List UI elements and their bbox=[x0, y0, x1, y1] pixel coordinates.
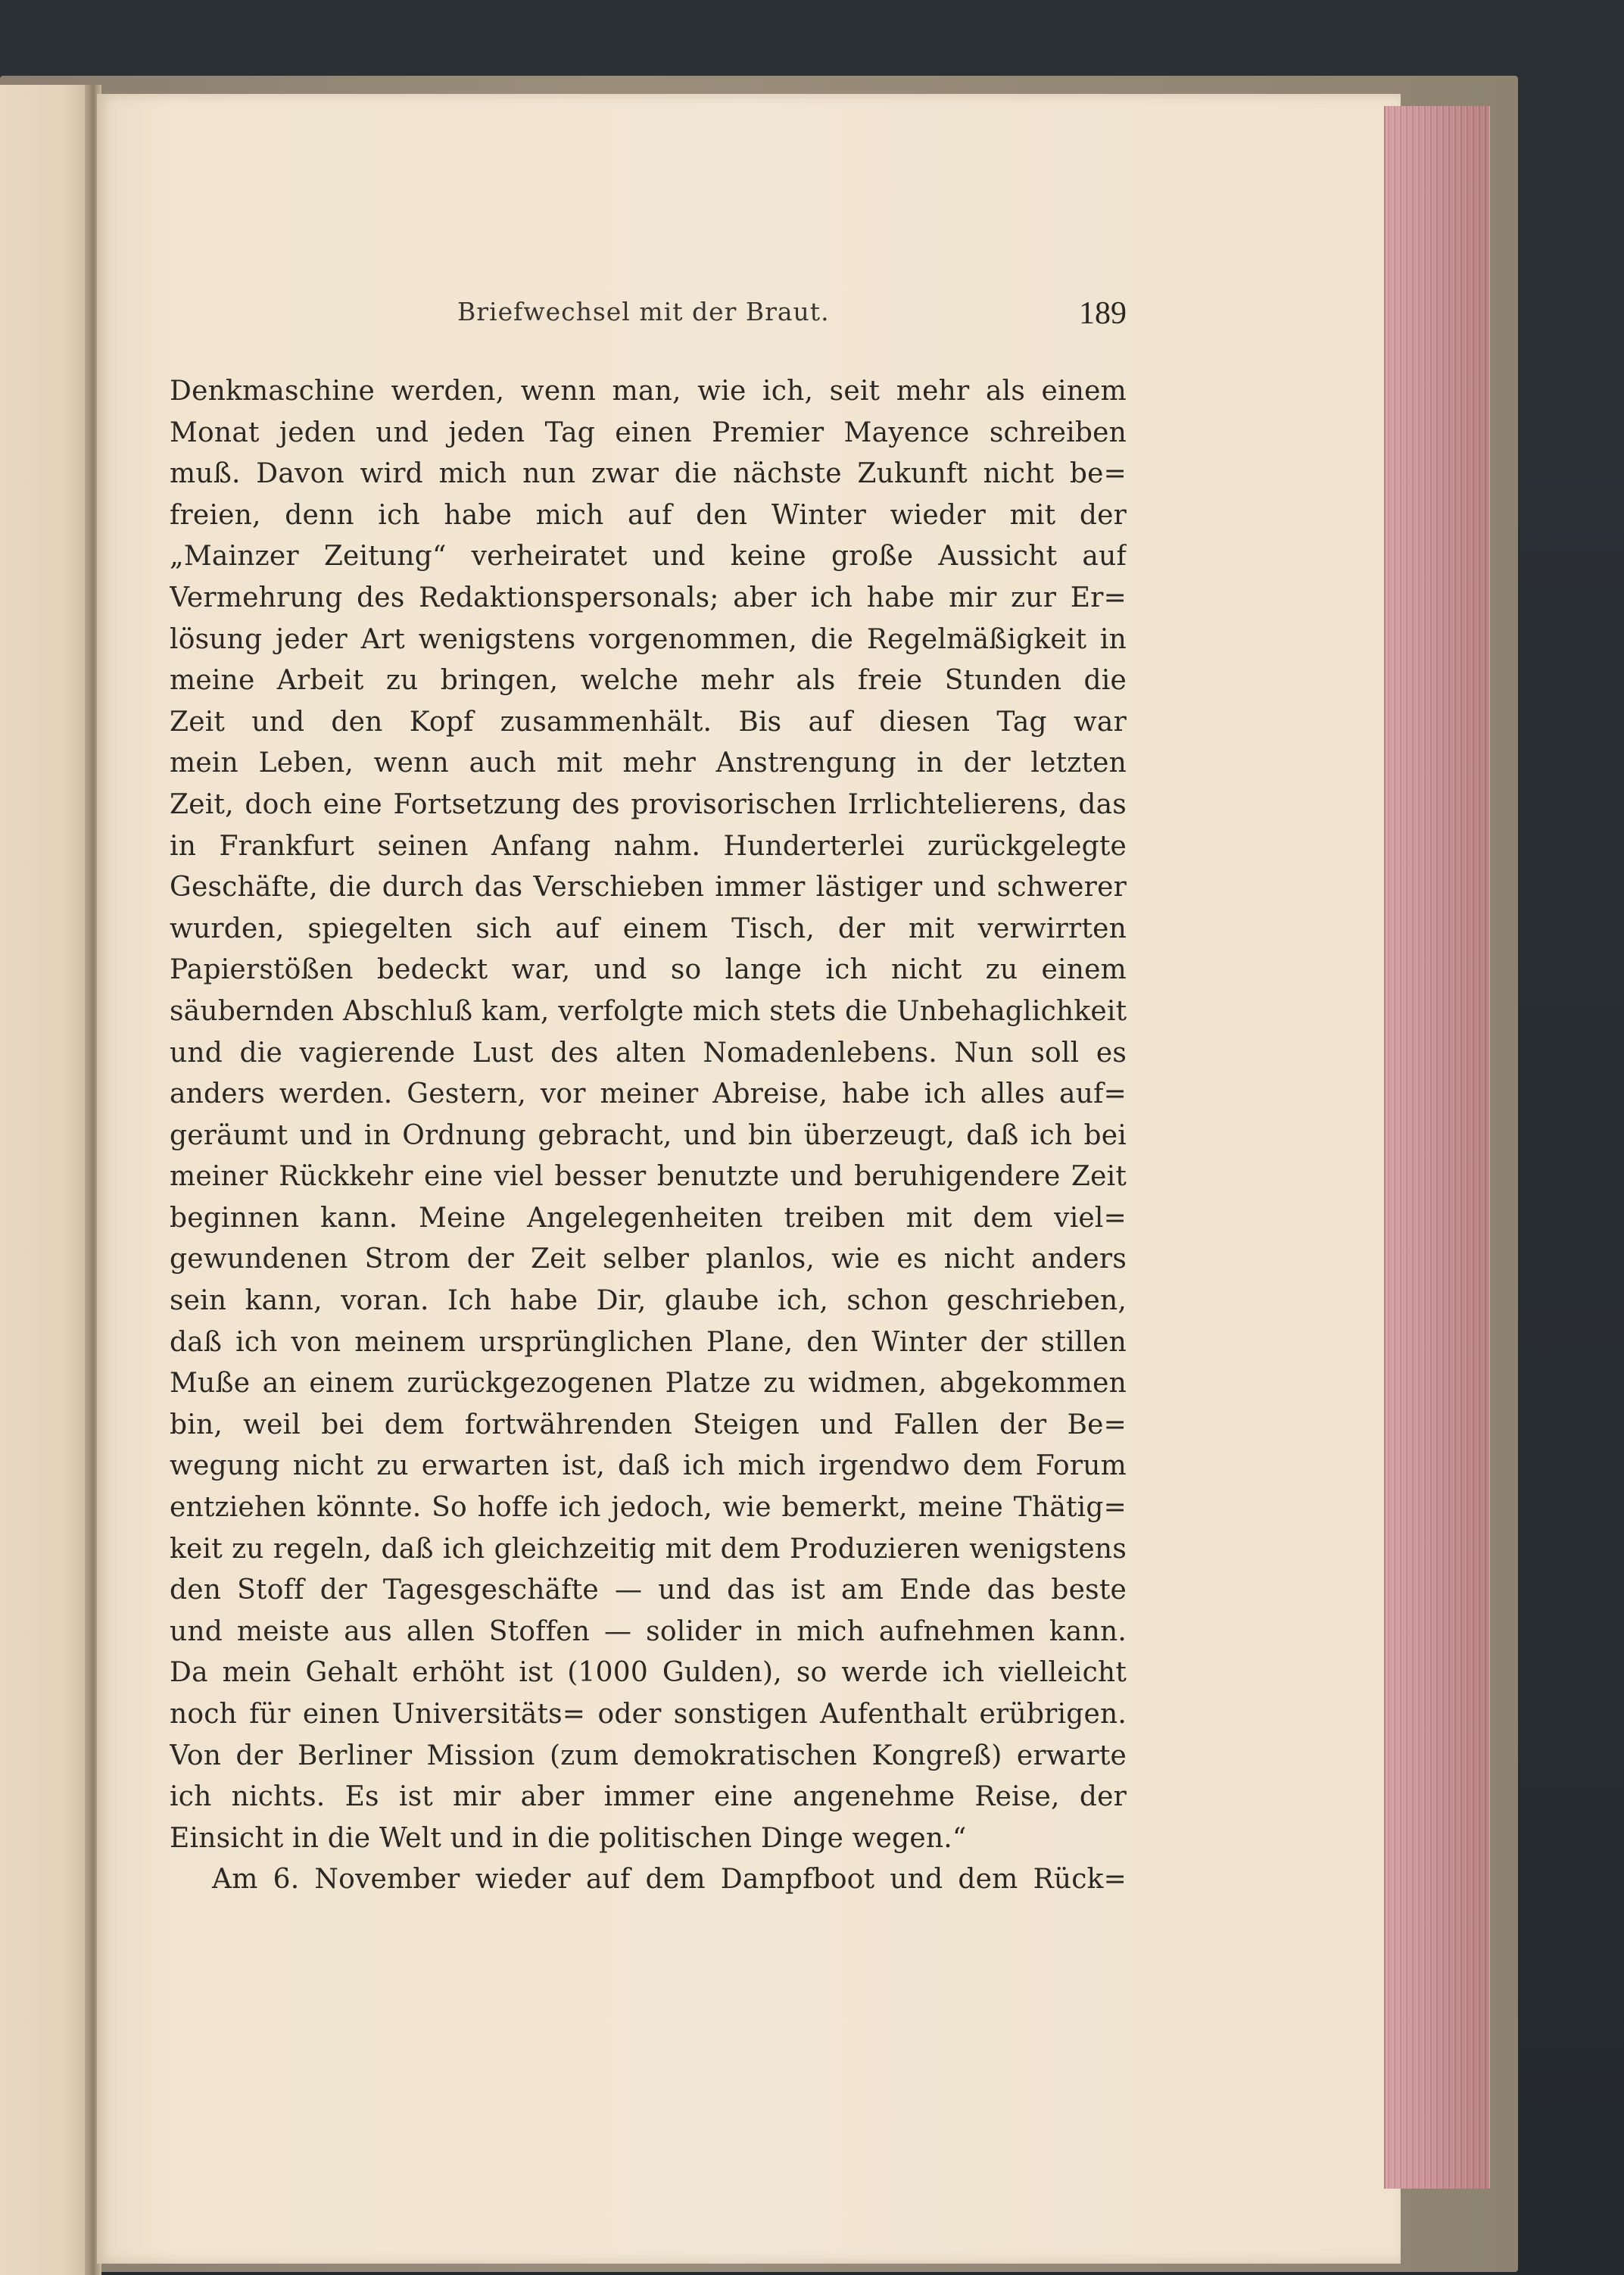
running-head bbox=[170, 297, 1127, 342]
text-line: Da mein Gehalt erhöht ist (1000 Gulden), so werde ich vielleicht bbox=[170, 1657, 1127, 1689]
text-line: bin, weil bei dem fortwährenden Steigen und Fallen der Be= bbox=[170, 1409, 1127, 1440]
text-line: daß ich von meinem ursprünglichen Plane, den Winter der stillen bbox=[170, 1326, 1127, 1358]
body-text bbox=[170, 371, 1127, 1901]
text-line: freien, denn ich habe mich auf den Winter wieder mit der bbox=[170, 499, 1127, 531]
left-page-edge bbox=[0, 85, 89, 2275]
page-edges-shade bbox=[1384, 106, 1488, 2189]
text-line: gewundenen Strom der Zeit selber planlos, wie es nicht anders bbox=[170, 1244, 1127, 1275]
text-line: meiner Rückkehr eine viel besser benutzte und beruhigendere Zeit bbox=[170, 1161, 1127, 1193]
text-line: entziehen könnte. So hoffe ich jedoch, wie bemerkt, meine Thätig= bbox=[170, 1492, 1127, 1524]
text-line: keit zu regeln, daß ich gleichzeitig mit dem Produzieren wenigstens bbox=[170, 1533, 1127, 1565]
text-line: in Frankfurt seinen Anfang nahm. Hunderterlei zurückgelegte bbox=[170, 830, 1127, 862]
text-line: Einsicht in die Welt und in die politischen Dinge wegen.“ bbox=[170, 1822, 967, 1854]
text-line: beginnen kann. Meine Angelegenheiten treiben mit dem viel= bbox=[170, 1202, 1127, 1234]
text-line: Zeit, doch eine Fortsetzung des provisorischen Irrlichtelierens, das bbox=[170, 788, 1127, 820]
text-line: Papierstößen bedeckt war, und so lange ich nicht zu einem bbox=[170, 954, 1127, 986]
text-line: Denkmaschine werden, wenn man, wie ich, seit mehr als einem bbox=[170, 376, 1127, 407]
text-line: Von der Berliner Mission (zum demokratischen Kongreß) erwarte bbox=[170, 1740, 1127, 1771]
page-number: 189 bbox=[1079, 296, 1127, 331]
text-line: lösung jeder Art wenigstens vorgenommen, die Regelmäßigkeit in bbox=[170, 623, 1127, 655]
text-line: und meiste aus allen Stoffen — solider in mich aufnehmen kann. bbox=[170, 1615, 1127, 1647]
text-line: den Stoff der Tagesgeschäfte — und das ist am Ende das beste bbox=[170, 1574, 1127, 1606]
text-line: noch für einen Universitäts= oder sonstigen Aufenthalt erübrigen. bbox=[170, 1699, 1127, 1730]
text-line: Vermehrung des Redaktionspersonals; aber ich habe mir zur Er= bbox=[170, 582, 1127, 613]
text-line: Monat jeden und jeden Tag einen Premier Mayence schreiben bbox=[170, 417, 1127, 448]
text-line: mein Leben, wenn auch mit mehr Anstrengung in der letzten bbox=[170, 747, 1127, 779]
text-line: säubernden Abschluß kam, verfolgte mich stets die Unbehaglichkeit bbox=[170, 995, 1127, 1027]
text-line: wurden, spiegelten sich auf einem Tisch, der mit verwirrten bbox=[170, 913, 1127, 944]
paragraph-start-line: Am 6. November wieder auf dem Dampfboot und dem Rück= bbox=[212, 1864, 1127, 1896]
text-line: Zeit und den Kopf zusammenhält. Bis auf diesen Tag war bbox=[170, 706, 1127, 738]
text-line: meine Arbeit zu bringen, welche mehr als freie Stunden die bbox=[170, 665, 1127, 697]
text-line: sein kann, voran. Ich habe Dir, glaube ich, schon geschrieben, bbox=[170, 1285, 1127, 1317]
text-line: Geschäfte, die durch das Verschieben immer lästiger und schwerer bbox=[170, 872, 1127, 903]
text-line: anders werden. Gestern, vor meiner Abreise, habe ich alles auf= bbox=[170, 1078, 1127, 1110]
text-line: „Mainzer Zeitung“ verheiratet und keine große Aussicht auf bbox=[170, 541, 1127, 573]
text-line: geräumt und in Ordnung gebracht, und bin überzeugt, daß ich bei bbox=[170, 1119, 1127, 1151]
text-line: und die vagierende Lust des alten Nomadenlebens. Nun soll es bbox=[170, 1037, 1127, 1069]
text-line: ich nichts. Es ist mir aber immer eine angenehme Reise, der bbox=[170, 1781, 1127, 1813]
text-line: wegung nicht zu erwarten ist, daß ich mich irgendwo dem Forum bbox=[170, 1450, 1127, 1482]
running-title: Briefwechsel mit der Braut. bbox=[457, 297, 830, 326]
text-line: muß. Davon wird mich nun zwar die nächste Zukunft nicht be= bbox=[170, 458, 1127, 490]
text-line: Muße an einem zurückgezogenen Platze zu widmen, abgekommen bbox=[170, 1368, 1127, 1400]
